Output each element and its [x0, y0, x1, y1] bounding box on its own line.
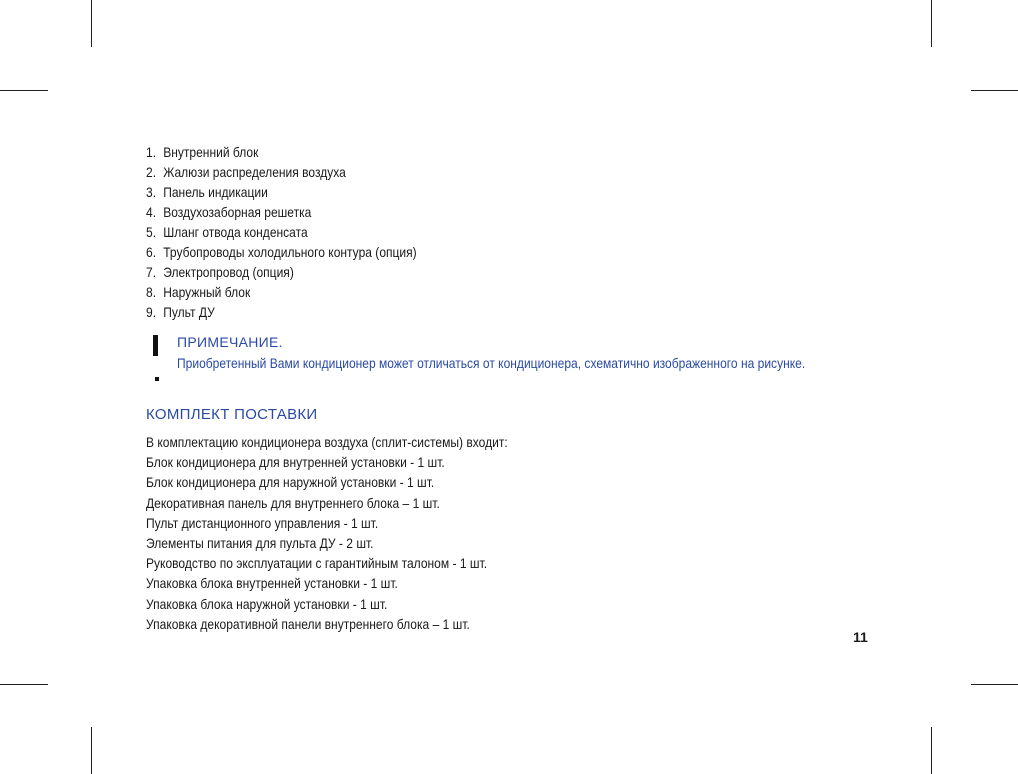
list-item — [146, 242, 417, 262]
kit-line: Упаковка блока внутренней установки - 1 шт. — [146, 575, 398, 592]
list-item-text: Внутренний блок — [163, 144, 259, 160]
note-text: Приобретенный Вами кондиционер может отличаться от кондиционера, схематично изображенного на рисунке. — [177, 355, 806, 371]
kit-line: Упаковка блока наружной установки - 1 шт. — [146, 595, 388, 612]
list-item — [146, 262, 417, 282]
section-heading: КОМПЛЕКТ ПОСТАВКИ — [146, 406, 318, 423]
list-item-number: 7. — [146, 264, 157, 280]
kit-line: Руководство по эксплуатации с гарантийным талоном - 1 шт. — [146, 555, 488, 572]
kit-line: Пульт дистанционного управления - 1 шт. — [146, 514, 379, 531]
crop-mark-bottom-right — [931, 727, 932, 774]
list-item-number: 1. — [146, 144, 157, 160]
list-item-text: Трубопроводы холодильного контура (опция) — [163, 244, 417, 260]
crop-mark-bottom-left — [91, 727, 92, 774]
crop-mark-top-left — [91, 0, 92, 47]
list-item-text: Шланг отвода конденсата — [163, 224, 308, 240]
kit-line: Декоративная панель для внутреннего блока – 1 шт. — [146, 494, 440, 511]
note-title: ПРИМЕЧАНИЕ. — [177, 334, 283, 350]
list-item-number: 4. — [146, 204, 157, 220]
list-item-number: 6. — [146, 244, 157, 260]
kit-line: Упаковка декоративной панели внутреннего блока – 1 шт. — [146, 615, 470, 632]
crop-mark-right-top — [971, 90, 1018, 91]
kit-line: Блок кондиционера для внутренней установки - 1 шт. — [146, 454, 445, 471]
kit-line: В комплектацию кондиционера воздуха (сплит-системы) входит: — [146, 434, 508, 450]
list-item — [146, 222, 417, 242]
list-item — [146, 202, 417, 222]
list-item — [146, 302, 417, 322]
list-item-number: 8. — [146, 284, 157, 300]
crop-mark-left-bottom — [0, 684, 48, 685]
crop-mark-top-right — [931, 0, 932, 47]
list-item-text: Пульт ДУ — [163, 304, 215, 320]
kit-line: Элементы питания для пульта ДУ - 2 шт. — [146, 534, 374, 551]
list-item — [146, 182, 417, 202]
list-item-number: 9. — [146, 304, 157, 320]
list-item-text: Воздухозаборная решетка — [163, 204, 312, 220]
kit-list — [146, 432, 508, 634]
list-item-text: Электропровод (опция) — [163, 264, 294, 280]
page-number: 11 — [853, 629, 868, 645]
list-item-text: Жалюзи распределения воздуха — [163, 164, 346, 180]
list-item-text: Наружный блок — [163, 284, 251, 300]
crop-mark-right-bottom — [971, 684, 1018, 685]
parts-list — [146, 142, 417, 322]
list-item — [146, 142, 417, 162]
crop-mark-left-top — [0, 90, 48, 91]
list-item-text: Панель индикации — [163, 184, 268, 200]
note-marker-icon — [153, 335, 158, 356]
list-item-number: 2. — [146, 164, 157, 180]
kit-line: Блок кондиционера для наружной установки - 1 шт. — [146, 474, 435, 491]
list-item-number: 5. — [146, 224, 157, 240]
note-dot-icon — [155, 377, 159, 381]
list-item — [146, 282, 417, 302]
list-item-number: 3. — [146, 184, 157, 200]
list-item — [146, 162, 417, 182]
